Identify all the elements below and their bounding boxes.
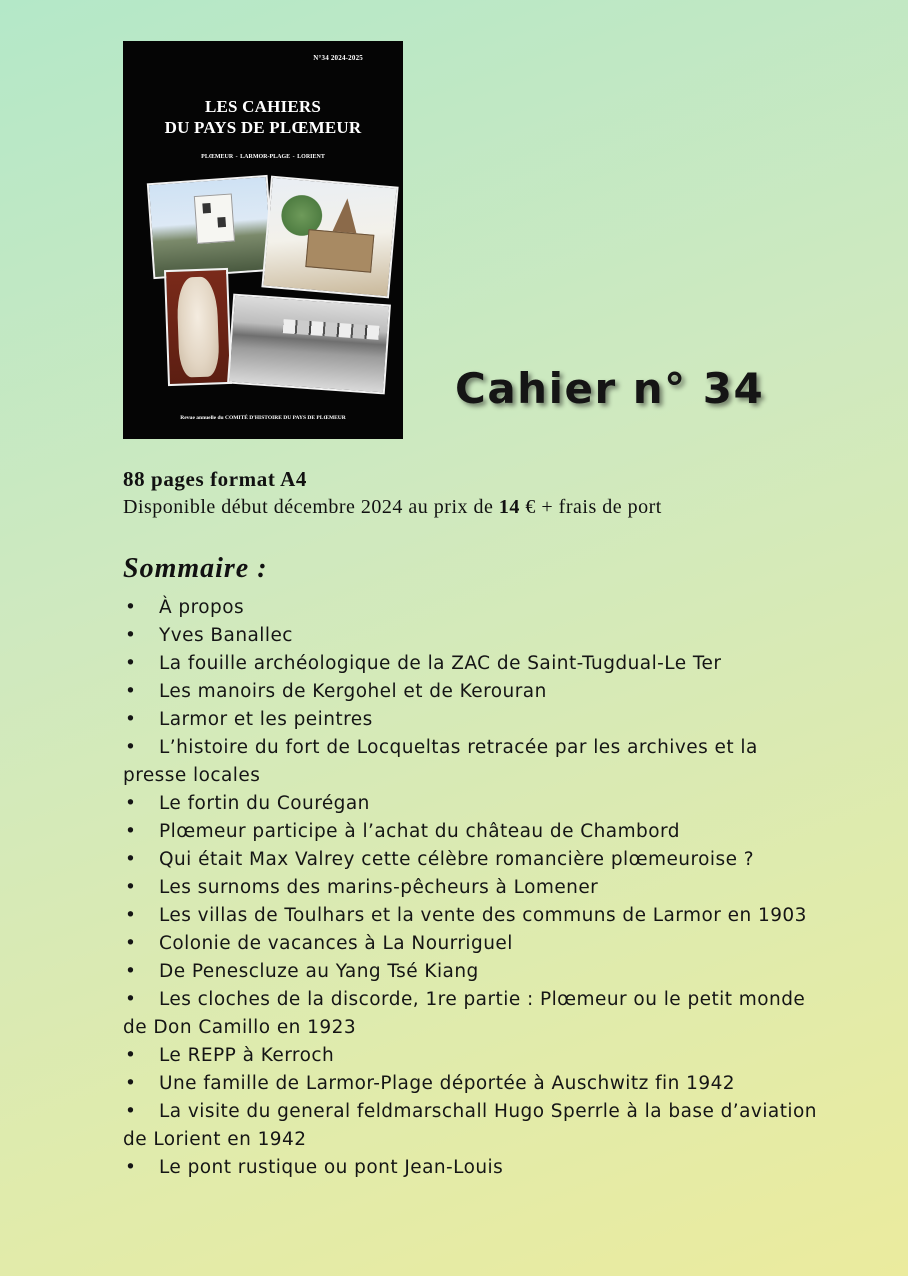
- summary-title: Sommaire :: [123, 553, 268, 584]
- bullet-icon: •: [125, 681, 137, 702]
- contents-item: [123, 930, 823, 958]
- cover-painting-church: [261, 176, 398, 299]
- availability-text-end: € + frais de port: [519, 496, 662, 518]
- availability-line: [123, 494, 733, 521]
- format-line: 88 pages format A4: [123, 467, 308, 491]
- contents-item-text: Les surnoms des marins-pêcheurs à Lomener: [159, 877, 599, 898]
- bullet-icon: •: [125, 849, 137, 870]
- book-cover: [123, 41, 403, 439]
- contents-item: [123, 1098, 823, 1154]
- bullet-icon: •: [125, 1045, 137, 1066]
- bullet-icon: •: [125, 597, 137, 618]
- bullet-icon: •: [125, 793, 137, 814]
- contents-item-text: De Penescluze au Yang Tsé Kiang: [159, 961, 479, 982]
- contents-item-text: Le fortin du Courégan: [159, 793, 370, 814]
- contents-item: [123, 986, 823, 1042]
- contents-item: [123, 874, 823, 902]
- bullet-icon: •: [125, 653, 137, 674]
- contents-item-text: La fouille archéologique de la ZAC de Saint-Tugdual-Le Ter: [159, 653, 722, 674]
- contents-item-text: L’histoire du fort de Locqueltas retracée par les archives et la presse locales: [123, 737, 758, 786]
- contents-item: [123, 678, 823, 706]
- contents-item: [123, 902, 823, 930]
- cover-towns: PLŒMEUR - LARMOR-PLAGE - LORIENT: [201, 154, 325, 160]
- contents-item-text: Les villas de Toulhars et la vente des communs de Larmor en 1903: [159, 905, 807, 926]
- contents-item-text: Les cloches de la discorde, 1re partie : Plœmeur ou le petit monde de Don Camillo en 1923: [123, 989, 806, 1038]
- contents-item-text: Une famille de Larmor-Plage déportée à Auschwitz fin 1942: [159, 1073, 736, 1094]
- contents-item-text: À propos: [159, 597, 245, 618]
- contents-item-text: Le REPP à Kerroch: [159, 1045, 335, 1066]
- cover-photo-statue: [164, 268, 232, 386]
- bullet-icon: •: [125, 989, 137, 1010]
- cover-title-line-2: DU PAYS DE PLŒMEUR: [164, 118, 362, 137]
- contents-item-text: La visite du general feldmarschall Hugo Sperrle à la base d’aviation de Lorient en 1942: [123, 1101, 817, 1150]
- bullet-icon: •: [125, 709, 137, 730]
- cover-title: [123, 96, 403, 138]
- bullet-icon: •: [125, 961, 137, 982]
- contents-item: [123, 622, 823, 650]
- contents-item-text: Colonie de vacances à La Nourriguel: [159, 933, 513, 954]
- contents-item: [123, 846, 823, 874]
- bullet-icon: •: [125, 1101, 137, 1122]
- contents-item-text: Qui était Max Valrey cette célèbre romancière plœmeuroise ?: [159, 849, 755, 870]
- contents-item-text: Larmor et les peintres: [159, 709, 373, 730]
- price-value: 14: [498, 496, 520, 518]
- cover-photo-beach: [227, 294, 391, 395]
- contents-item: [123, 706, 823, 734]
- availability-text: Disponible début décembre 2024 au prix de: [123, 496, 499, 518]
- contents-list: [123, 594, 823, 1182]
- contents-item-text: Le pont rustique ou pont Jean-Louis: [159, 1157, 504, 1178]
- bullet-icon: •: [125, 877, 137, 898]
- contents-item: [123, 818, 823, 846]
- contents-item-text: Yves Banallec: [159, 625, 293, 646]
- cover-title-line-1: LES CAHIERS: [204, 97, 322, 116]
- cover-photo-villa: [147, 175, 274, 279]
- contents-item: [123, 1042, 823, 1070]
- contents-item: [123, 958, 823, 986]
- contents-item-text: Les manoirs de Kergohel et de Kerouran: [159, 681, 547, 702]
- issue-heading: Cahier n° 34: [455, 364, 765, 413]
- contents-item: [123, 594, 823, 622]
- contents-item: [123, 790, 823, 818]
- contents-item: [123, 650, 823, 678]
- contents-item-text: Plœmeur participe à l’achat du château de Chambord: [159, 821, 680, 842]
- contents-item: [123, 734, 823, 790]
- bullet-icon: •: [125, 625, 137, 646]
- bullet-icon: •: [125, 821, 137, 842]
- contents-item: [123, 1154, 823, 1182]
- cover-issue-number: N°34 2024-2025: [313, 54, 363, 62]
- bullet-icon: •: [125, 905, 137, 926]
- cover-footer: Revue annuelle du COMITÉ D'HISTOIRE DU PAYS DE PLŒMEUR: [180, 415, 346, 421]
- bullet-icon: •: [125, 933, 137, 954]
- bullet-icon: •: [125, 737, 137, 758]
- bullet-icon: •: [125, 1073, 137, 1094]
- contents-item: [123, 1070, 823, 1098]
- bullet-icon: •: [125, 1157, 137, 1178]
